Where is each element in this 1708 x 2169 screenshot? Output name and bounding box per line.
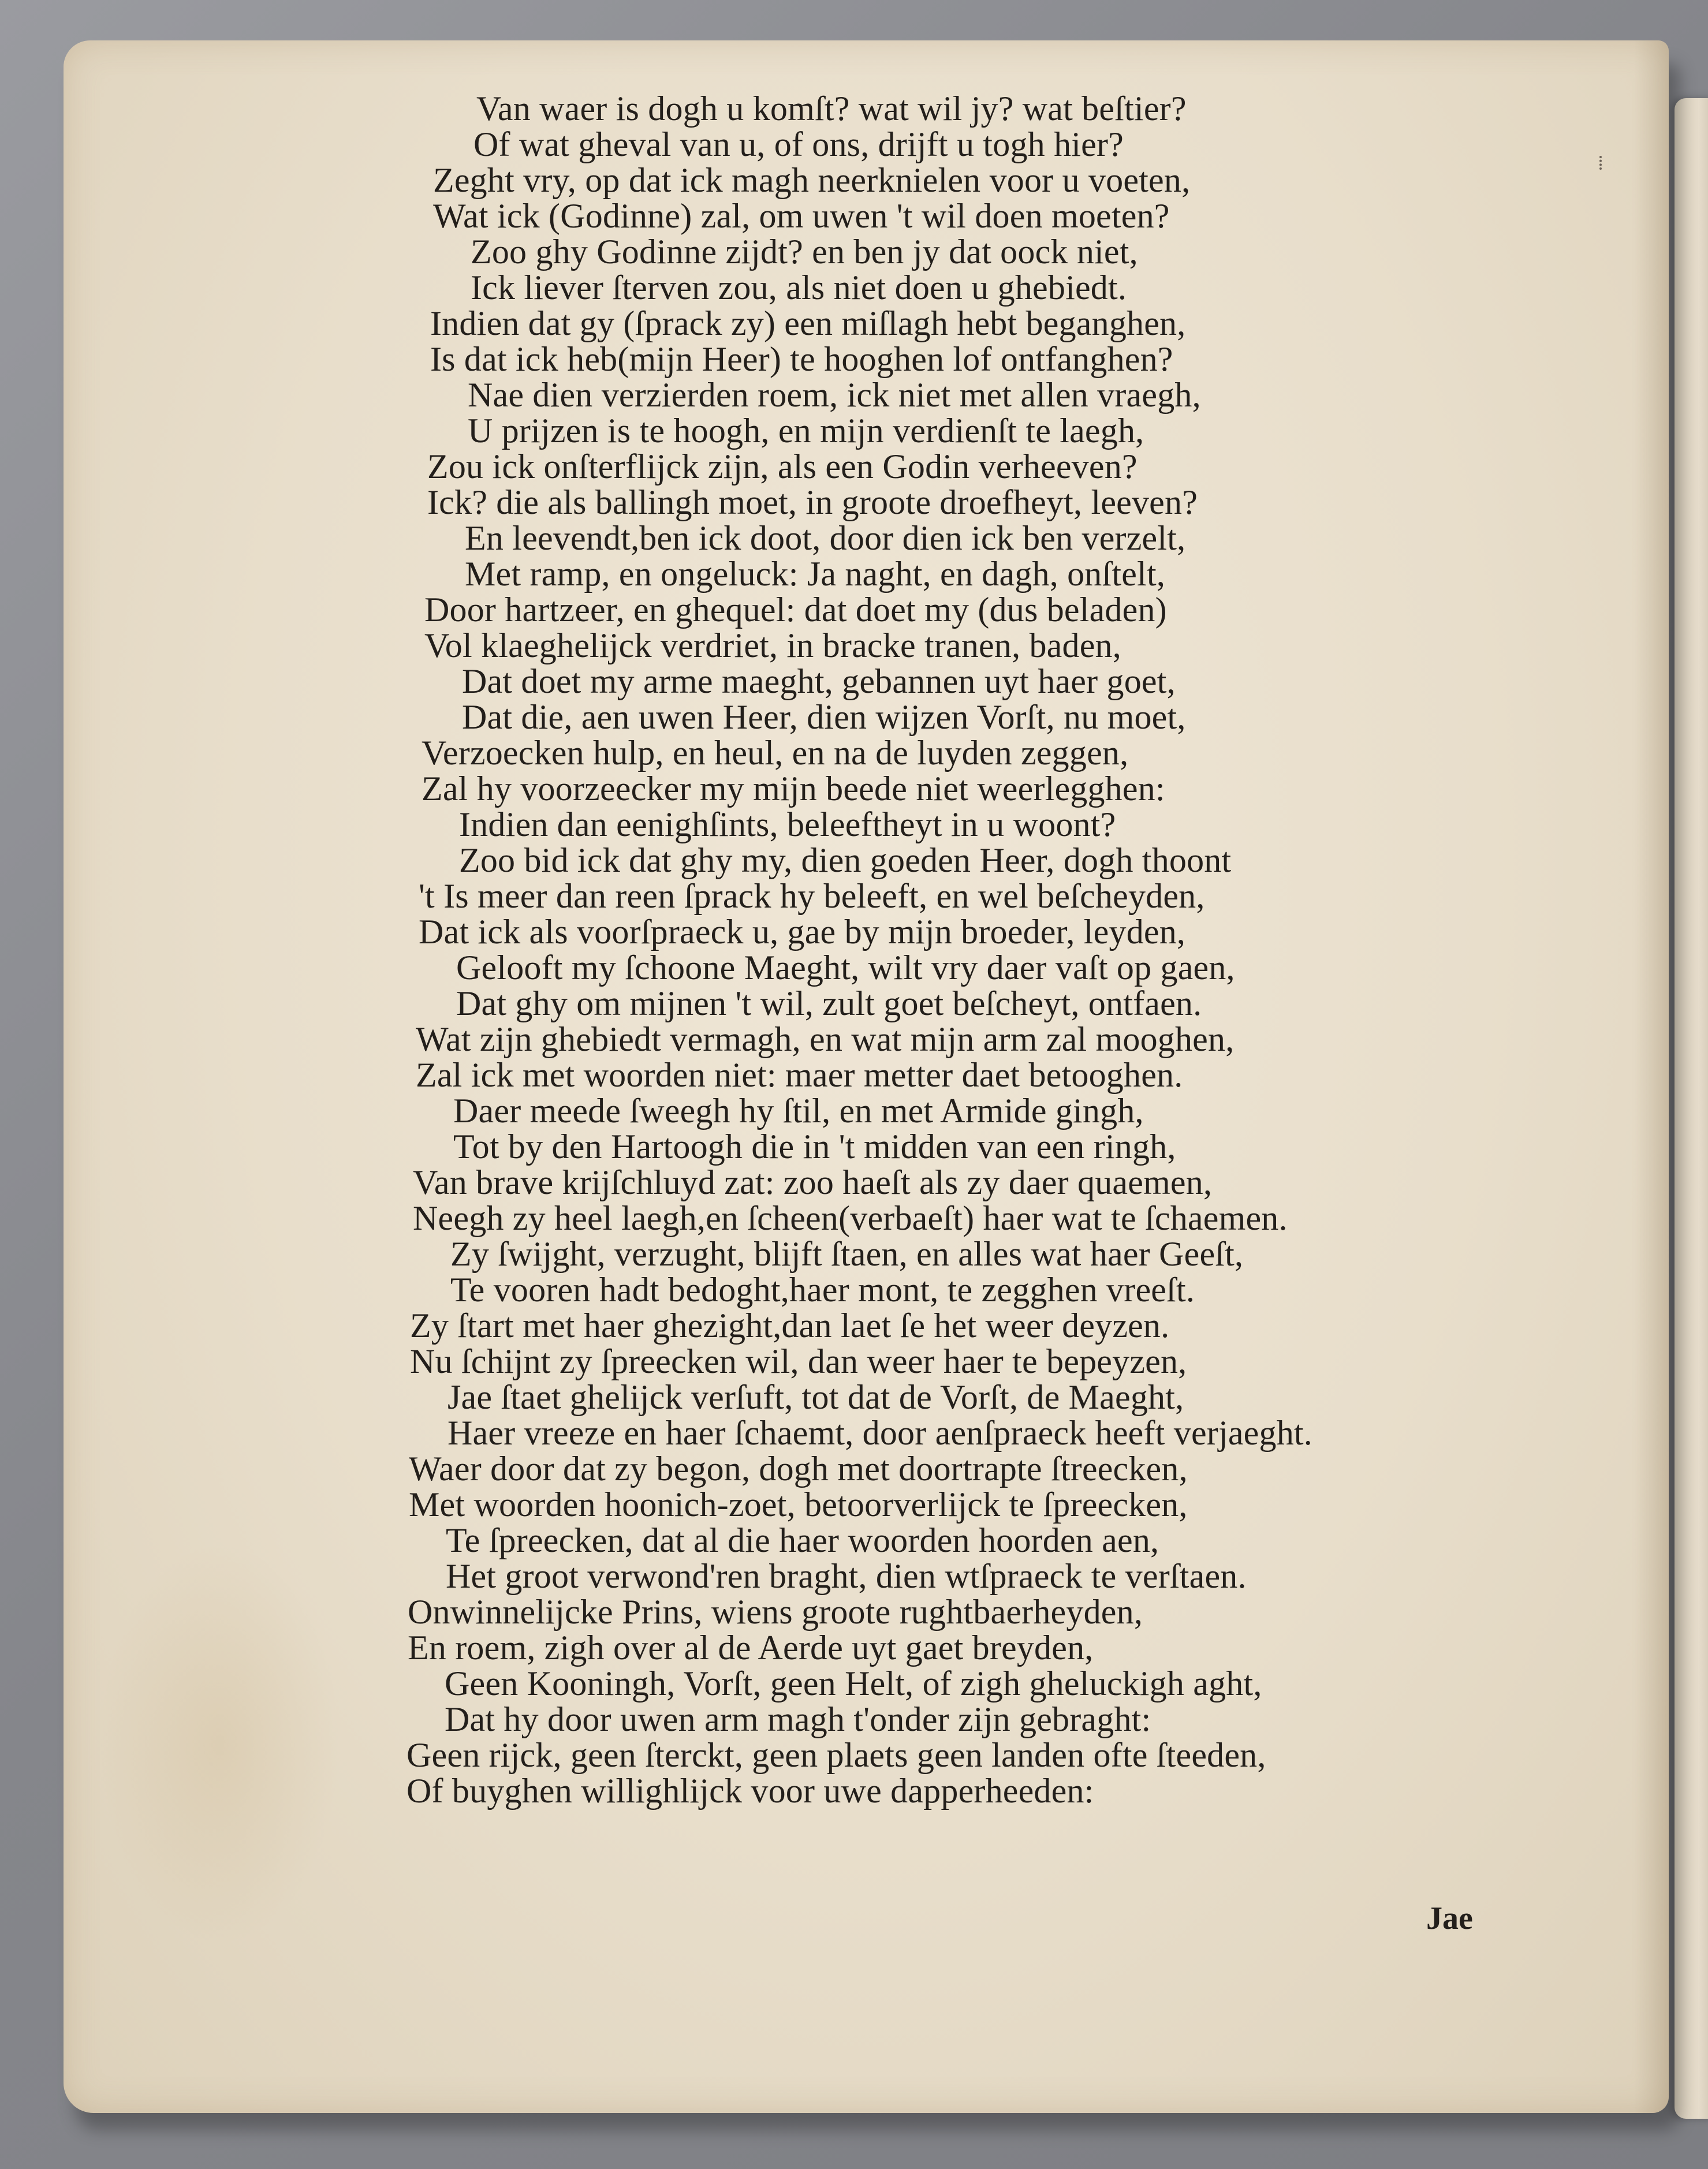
verse-line: Van brave krijſchluyd zat: zoo haeſt als zy daer quaemen, <box>413 1163 1213 1201</box>
verse-line: Verzoecken hulp, en heul, en na de luyden zeggen, <box>422 734 1129 772</box>
verse-line: Wat zijn ghebiedt vermagh, en wat mijn arm zal mooghen, <box>416 1020 1235 1058</box>
verse-line: En roem, zigh over al de Aerde uyt gaet breyden, <box>408 1629 1094 1667</box>
verse-line: Vol klaeghelijck verdriet, in bracke tranen, baden, <box>424 626 1121 664</box>
verse-line: Tot by den Hartoogh die in 't midden van een ringh, <box>453 1128 1176 1166</box>
verse-line: Dat ghy om mijnen 't wil, zult goet beſcheyt, ontfaen. <box>456 984 1202 1022</box>
verse-line: Dat ick als voorſpraeck u, gae by mijn broeder, leyden, <box>419 913 1186 951</box>
verse-line: Zoo ghy Godinne zijdt? en ben jy dat oock niet, <box>471 233 1138 271</box>
verse-line: Met woorden hoonich-zoet, betoorverlijck te ſpreecken, <box>409 1485 1188 1524</box>
verse-line: Haer vreeze en haer ſchaemt, door aenſpraeck heeft verjaeght. <box>447 1414 1312 1452</box>
verse-line: Door hartzeer, en ghequel: dat doet my (dus beladen) <box>424 591 1167 629</box>
verse-line: Nu ſchijnt zy ſpreecken wil, dan weer haer te bepeyzen, <box>410 1342 1187 1380</box>
verse-line: Nae dien verzierden roem, ick niet met allen vraegh, <box>468 376 1201 414</box>
verse-line: Dat hy door uwen arm magh t'onder zijn gebraght: <box>445 1700 1151 1738</box>
verse-line: Dat die, aen uwen Heer, dien wijzen Vorſt, nu moet, <box>462 698 1186 736</box>
verse-line: Jae ſtaet ghelijck verſuft, tot dat de Vorſt, de Maeght, <box>447 1378 1184 1416</box>
verse-line: Ick liever ſterven zou, als niet doen u ghebiedt. <box>471 268 1127 307</box>
margin-mark <box>1599 156 1610 170</box>
verse-line: Onwinnelijcke Prins, wiens groote rughtbaerheyden, <box>408 1593 1143 1631</box>
verse-line: Of buyghen willighlijck voor uwe dapperheeden: <box>407 1772 1094 1810</box>
verse-line: Het groot verwond'ren braght, dien wtſpraeck te verſtaen. <box>446 1557 1247 1595</box>
verse-line: Te ſpreecken, dat al die haer woorden hoorden aen, <box>446 1521 1159 1559</box>
verse-line: En leevendt,ben ick doot, door dien ick ben verzelt, <box>465 519 1186 557</box>
verse-line: Neegh zy heel laegh,en ſcheen(verbaeſt) haer wat te ſchaemen. <box>413 1199 1288 1237</box>
verse-line: Zy ſtart met haer ghezight,dan laet ſe het weer deyzen. <box>410 1306 1170 1345</box>
verse-line: Ick? die als ballingh moet, in groote droefheyt, leeven? <box>427 483 1198 521</box>
verse-line: Zal hy voorzeecker my mijn beede niet weerlegghen: <box>422 770 1165 808</box>
verse-line: Waer door dat zy begon, dogh met doortrapte ſtreecken, <box>409 1450 1188 1488</box>
verse-line: Van waer is dogh u komſt? wat wil jy? wat beſtier? <box>476 89 1187 128</box>
verse-line: Te vooren hadt bedoght,haer mont, te zegghen vreeſt. <box>450 1271 1195 1309</box>
verse-line: Wat ick (Godinne) zal, om uwen 't wil doen moeten? <box>433 197 1170 235</box>
paper-stain <box>98 1541 341 1946</box>
verse-line: Geen Kooningh, Vorſt, geen Helt, of zigh gheluckigh aght, <box>445 1664 1262 1703</box>
verse-line: Is dat ick heb(mijn Heer) te hooghen lof ontfanghen? <box>430 340 1173 378</box>
catchword: Jae <box>1426 1901 1473 1936</box>
verse-line: Dat doet my arme maeght, gebannen uyt haer goet, <box>462 662 1176 700</box>
verse-line: Zoo bid ick dat ghy my, dien goeden Heer, dogh thoont <box>459 841 1232 879</box>
verse-line: Of wat gheval van u, of ons, drijft u togh hier? <box>473 125 1124 163</box>
verse-line: 't Is meer dan reen ſprack hy beleeft, en wel beſcheyden, <box>419 877 1205 915</box>
verse-line: Geen rijck, geen ſterckt, geen plaets geen landen ofte ſteeden, <box>407 1736 1266 1774</box>
verse-line: Indien dan eenighſints, beleeftheyt in u woont? <box>459 805 1116 843</box>
verse-line: Zou ick onſterflijck zijn, als een Godin verheeven? <box>427 447 1138 486</box>
verse-line: Daer meede ſweegh hy ſtil, en met Armide gingh, <box>453 1092 1144 1130</box>
page-edge-shading <box>1634 40 1669 2113</box>
book-page <box>64 40 1669 2113</box>
verse-line: Met ramp, en ongeluck: Ja naght, en dagh, onſtelt, <box>465 555 1166 593</box>
verse-line: Zy ſwijght, verzught, blijft ſtaen, en alles wat haer Geeſt, <box>450 1235 1244 1273</box>
verse-line: Zal ick met woorden niet: maer metter daet betooghen. <box>416 1056 1183 1094</box>
verse-line: Indien dat gy (ſprack zy) een miſlagh hebt beganghen, <box>430 304 1186 342</box>
verse-line: Gelooft my ſchoone Maeght, wilt vry daer vaſt op gaen, <box>456 949 1235 987</box>
verse-line: Zeght vry, op dat ick magh neerknielen voor u voeten, <box>433 161 1191 199</box>
verse-line: U prijzen is te hoogh, en mijn verdienſt te laegh, <box>468 412 1144 450</box>
